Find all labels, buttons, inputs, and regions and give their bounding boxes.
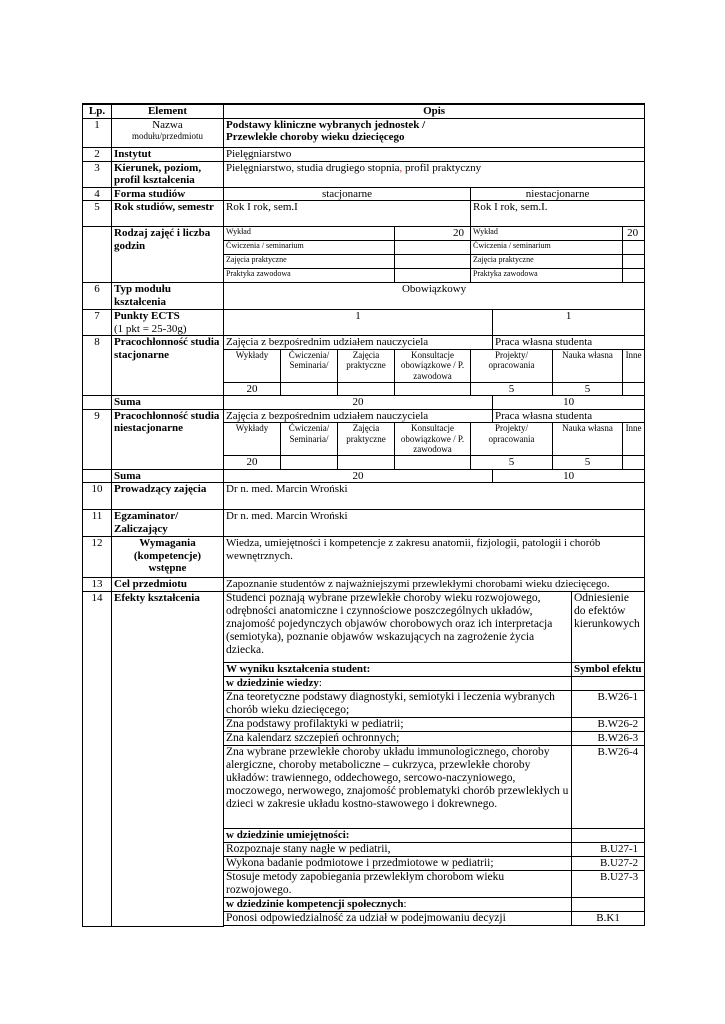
workload-value: 5 [553,456,623,470]
row-number-empty [83,396,112,410]
row-number: 14 [83,592,112,927]
row-lecturer [83,483,645,510]
row-label: Rodzaj zajęć i liczba godzin [112,227,224,283]
workload-header: Zajęcia praktyczne [338,349,395,382]
workload-value [338,382,395,396]
empty-cell [572,829,645,843]
class-type-niestac: Ćwiczenia / seminarium [471,241,623,255]
row-label: Prowadzący zajęcia [112,483,224,510]
class-type-niestac: Wykład [471,227,623,241]
row-number-empty [83,469,112,483]
outcome-text: Zna kalendarz szczepień ochronnych; [224,732,572,746]
label-line: Nazwa [152,118,183,131]
row-label: Instytut [112,147,224,161]
row-number: 11 [83,510,112,537]
workload-value [623,456,645,470]
field-profile: profil praktyczny [402,161,482,174]
outcome-symbol: B.W26-2 [572,718,645,732]
row-label: Typ modułu kształcenia [112,283,224,310]
outcome-symbol: B.W26-3 [572,732,645,746]
field-text: Pielęgniarstwo, studia drugiego stopnia [226,161,400,174]
row-number: 6 [83,283,112,310]
workload-value: 20 [224,456,281,470]
row-label: Pracochłonność studia stacjonarne [112,336,224,396]
goal-value: Zapoznanie studentów z najważniejszymi przewlekłymi chorobami wieku dziecięcego. [224,578,645,592]
row-label: Kierunek, poziom, profil kształcenia [112,161,224,187]
class-hours-stac: 20 [395,227,471,241]
workload-value [281,382,338,396]
skills-heading: w dziedzinie umiejętności: [224,829,572,843]
workload-self-group: Praca własna studenta [493,336,645,350]
social-heading: w dziedzinie kompetencji społecznych [226,898,404,910]
row-label: Pracochłonność studia niestacjonarne [112,409,224,469]
header-lp: Lp. [83,104,112,118]
row-number: 7 [83,310,112,336]
row-number: 10 [83,483,112,510]
row-field [83,161,645,187]
social-heading-cell [224,898,572,912]
row-number: 9 [83,409,112,469]
sum-contact: 20 [224,396,493,410]
lecturer-value: Dr n. med. Marcin Wroński [224,483,645,510]
study-form-niestac: niestacjonarne [471,187,645,201]
row-number: 8 [83,336,112,396]
label-line: (1 pkt = 25-30g) [114,322,187,335]
outcome-text: Rozpoznaje stany nagłe w pediatrii, [224,843,572,857]
row-label: Cel przedmiotu [112,578,224,592]
sum-label: Suma [112,396,224,410]
sum-label: Suma [112,469,224,483]
class-hours-niestac [623,269,645,283]
workload-group-row [83,409,645,423]
outcome-text: Zna podstawy profilaktyki w pediatrii; [224,718,572,732]
outcome-text: Wykona badanie podmiotowe i przedmiotowe w pediatrii; [224,857,572,871]
sum-self: 10 [493,396,645,410]
workload-header: Projekty/ opracowania [471,423,553,456]
workload-header: Wykłady [224,423,281,456]
workload-header: Ćwiczenia/ Seminaria/ [281,349,338,382]
row-number: 3 [83,161,112,187]
workload-self-group: Praca własna studenta [493,409,645,423]
module-card-table [82,103,645,927]
class-type-stac: Wykład [224,227,395,241]
row-requirements [83,537,645,578]
class-type-niestac: Zajęcia praktyczne [471,255,623,269]
row-study-form [83,187,645,201]
class-type-stac: Zajęcia praktyczne [224,255,395,269]
class-hours-niestac: 20 [623,227,645,241]
workload-header: Konsultacje obowiązkowe / P. zawodowa [395,349,471,382]
workload-header: Nauka własna [553,349,623,382]
value-line: Podstawy kliniczne wybranych jednostek / [226,118,426,131]
class-type-niestac: Praktyka zawodowa [471,269,623,283]
workload-group-row [83,336,645,350]
institute-value: Pielęgniarstwo [224,147,645,161]
workload-header: Inne [623,349,645,382]
outcome-symbol: B.U27-3 [572,871,645,898]
workload-header: Ćwiczenia/ Seminaria/ [281,423,338,456]
class-hours-niestac [623,241,645,255]
row-goal [83,578,645,592]
row-label: Wymagania (kompetencje) wstępne [112,537,224,578]
outcome-text: Zna wybrane przewlekłe choroby układu immunologicznego, choroby alergiczne, choroby metaboliczne – cukrzyca, przewlekłe choroby układów: trawiennego, oddechowego, sercowo-naczyniowego, moczowego, nerwowego, znajomość problematyki chorób przewlekłych u dzieci w zakresie układu kostno-stawowego i dokrewnego. [224,746,572,829]
row-label: Forma studiów [112,187,224,201]
requirements-value: Wiedza, umiejętności i kompetencje z zakresu anatomii, fizjologii, patologii i chorób wewnętrznych. [224,537,645,578]
workload-header: Projekty/ opracowania [471,349,553,382]
knowledge-heading-cell [224,677,572,691]
row-label [112,118,224,147]
social-colon: : [403,898,407,910]
row-label [112,310,224,336]
row-number: 2 [83,147,112,161]
row-number: 5 [83,201,112,227]
outcome-text: Stosuje metody zapobiegania przewlekłym chorobom wieku rozwojowego. [224,871,572,898]
class-hours-stac [395,255,471,269]
row-ects [83,310,645,336]
module-type-value: Obowiązkowy [224,283,645,310]
knowledge-heading: w dziedzinie wiedzy [226,677,319,689]
workload-sum-row [83,396,645,410]
class-type-stac: Ćwiczenia / seminarium [224,241,395,255]
outcome-symbol: B.W26-4 [572,746,645,829]
ects-niestac: 1 [493,310,645,336]
empty-cell [572,898,645,912]
outcomes-intro-row [83,592,645,663]
row-number: 4 [83,187,112,201]
examiner-value: Dr n. med. Marcin Wroński [224,510,645,537]
workload-header: Inne [623,423,645,456]
workload-value [395,382,471,396]
header-row [83,104,645,118]
class-type-stac: Praktyka zawodowa [224,269,395,283]
outcome-text: Zna teoretyczne podstawy diagnostyki, semiotyki i leczenia wybranych chorób wieku dziecięcego; [224,691,572,718]
row-label: Egzaminator/ Zaliczający [112,510,224,537]
outcome-symbol: B.W26-1 [572,691,645,718]
label-line: Punkty ECTS [114,310,180,322]
workload-contact-group: Zajęcia z bezpośrednim udziałem nauczyciela [224,409,493,423]
row-institute [83,147,645,161]
knowledge-colon: : [318,677,322,689]
row-module-name [83,118,645,147]
workload-value [623,382,645,396]
outcomes-header-left: W wyniku kształcenia student: [224,663,572,677]
outcomes-intro: Studenci poznają wybrane przewlekłe choroby wieku rozwojowego, odrębności anatomiczne i czynnościowe poszczególnych układów, znajomość pojedynczych objawów chorobowych oraz ich interpretacja (semiotyka), poznanie objawów wskazujących na zagrożenie życia dziecka. [224,592,572,663]
value-line: Przewlekłe choroby wieku dziecięcego [226,131,405,143]
workload-value [395,456,471,470]
workload-header: Zajęcia praktyczne [338,423,395,456]
outcomes-header-right: Symbol efektu [572,663,645,677]
sum-self: 10 [493,469,645,483]
class-type-row [83,227,645,241]
outcome-symbol: B.U27-2 [572,857,645,871]
class-hours-niestac [623,255,645,269]
outcomes-reference: Odniesienie do efektów kierunkowych [572,592,645,663]
field-comma: , [399,161,403,174]
row-number: 13 [83,578,112,592]
workload-value [338,456,395,470]
header-element: Element [112,104,224,118]
sum-contact: 20 [224,469,493,483]
workload-header: Nauka własna [553,423,623,456]
workload-header: Wykłady [224,349,281,382]
outcome-symbol: B.K1 [572,912,645,926]
year-stac: Rok I rok, sem.I [224,201,471,227]
field-value [224,161,645,187]
row-module-type [83,283,645,310]
study-form-stac: stacjonarne [224,187,471,201]
workload-contact-group: Zajęcia z bezpośrednim udziałem nauczyciela [224,336,493,350]
row-number: 12 [83,537,112,578]
header-opis: Opis [224,104,645,118]
workload-value: 20 [224,382,281,396]
row-label: Efekty kształcenia [112,592,224,927]
spacer [224,926,645,927]
row-number: 1 [83,118,112,147]
workload-value [281,456,338,470]
workload-value: 5 [471,382,553,396]
workload-value: 5 [471,456,553,470]
row-year [83,201,645,227]
outcome-text: Ponosi odpowiedzialność za udział w podejmowaniu decyzji [224,912,572,926]
class-hours-stac [395,241,471,255]
workload-header: Konsultacje obowiązkowe / P. zawodowa [395,423,471,456]
workload-value: 5 [553,382,623,396]
label-line: modułu/przedmiotu [132,131,203,141]
row-examiner [83,510,645,537]
module-name-value [224,118,645,147]
outcome-symbol: B.U27-1 [572,843,645,857]
class-hours-stac [395,269,471,283]
row-number-empty [83,227,112,283]
ects-stac: 1 [224,310,493,336]
row-label: Rok studiów, semestr [112,201,224,227]
workload-sum-row [83,469,645,483]
empty-cell [572,677,645,691]
year-niestac: Rok I rok, sem.I. [471,201,645,227]
